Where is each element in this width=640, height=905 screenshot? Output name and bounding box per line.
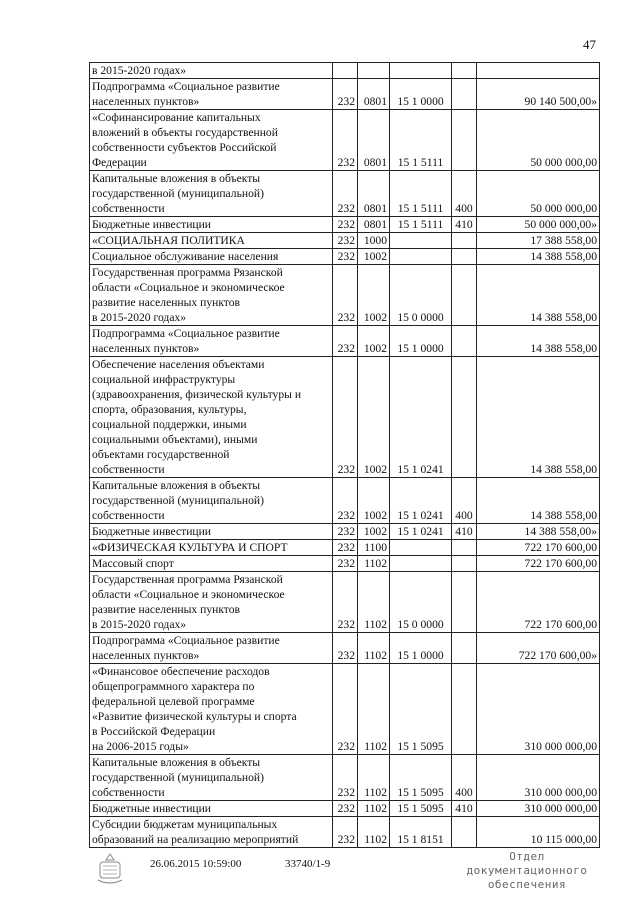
- row-name: Подпрограмма «Социальное развитие населенных пунктов»: [90, 326, 333, 357]
- row-expense-type: 400: [452, 171, 477, 217]
- row-section-code: 1102: [358, 633, 390, 664]
- row-target-article: 15 1 0000: [390, 79, 452, 110]
- row-section-code: [358, 63, 390, 79]
- row-name: Капитальные вложения в объекты государственной (муниципальной) собственности: [90, 755, 333, 801]
- row-amount: 310 000 000,00: [477, 755, 600, 801]
- row-expense-type: [452, 664, 477, 755]
- row-section-code: 1002: [358, 524, 390, 540]
- row-section-code: 1102: [358, 664, 390, 755]
- row-vd-code: 232: [333, 664, 358, 755]
- table-row: [90, 478, 600, 524]
- department-stamp: [452, 850, 602, 892]
- row-vd-code: 232: [333, 540, 358, 556]
- row-name: Бюджетные инвестиции: [90, 801, 333, 817]
- row-target-article: 15 1 0241: [390, 478, 452, 524]
- row-expense-type: [452, 326, 477, 357]
- row-expense-type: [452, 633, 477, 664]
- row-target-article: [390, 540, 452, 556]
- row-target-article: [390, 556, 452, 572]
- row-section-code: 1102: [358, 556, 390, 572]
- row-amount: 50 000 000,00: [477, 110, 600, 171]
- row-target-article: 15 1 0241: [390, 524, 452, 540]
- table-row: [90, 817, 600, 848]
- row-target-article: 15 1 5111: [390, 217, 452, 233]
- row-target-article: 15 1 5095: [390, 664, 452, 755]
- row-expense-type: [452, 357, 477, 478]
- row-section-code: 1002: [358, 326, 390, 357]
- row-name: «ФИЗИЧЕСКАЯ КУЛЬТУРА И СПОРТ: [90, 540, 333, 556]
- row-section-code: 1002: [358, 478, 390, 524]
- table-row: [90, 357, 600, 478]
- table-row: [90, 755, 600, 801]
- row-amount: 722 170 600,00: [477, 540, 600, 556]
- row-amount: 50 000 000,00: [477, 171, 600, 217]
- table-row: [90, 326, 600, 357]
- row-target-article: 15 1 0000: [390, 326, 452, 357]
- row-expense-type: 410: [452, 217, 477, 233]
- row-amount: 14 388 558,00: [477, 249, 600, 265]
- row-target-article: [390, 233, 452, 249]
- row-section-code: 0801: [358, 217, 390, 233]
- table-row: [90, 110, 600, 171]
- table-row: [90, 265, 600, 326]
- table-row: [90, 233, 600, 249]
- row-expense-type: 400: [452, 478, 477, 524]
- row-section-code: 1000: [358, 233, 390, 249]
- row-section-code: 1002: [358, 265, 390, 326]
- stamp-line-2: обеспечения: [487, 878, 567, 891]
- table-row: [90, 633, 600, 664]
- table-row: [90, 540, 600, 556]
- row-amount: 14 388 558,00: [477, 265, 600, 326]
- row-vd-code: 232: [333, 633, 358, 664]
- table-row: [90, 249, 600, 265]
- row-section-code: 1002: [358, 249, 390, 265]
- row-target-article: 15 1 5111: [390, 171, 452, 217]
- row-expense-type: [452, 556, 477, 572]
- table-row: [90, 63, 600, 79]
- row-name: Государственная программа Рязанской области «Социальное и экономическое развитие населенных пунктов в 2015-2020 годах»: [90, 572, 333, 633]
- row-name: Подпрограмма «Социальное развитие населенных пунктов»: [90, 79, 333, 110]
- row-target-article: 15 1 0241: [390, 357, 452, 478]
- row-amount: 722 170 600,00: [477, 556, 600, 572]
- row-name: «Софинансирование капитальных вложений в объекты государственной собственности субъектов Российской Федерации: [90, 110, 333, 171]
- row-section-code: 1102: [358, 817, 390, 848]
- row-amount: 10 115 000,00: [477, 817, 600, 848]
- row-vd-code: 232: [333, 556, 358, 572]
- table-row: [90, 79, 600, 110]
- row-amount: [477, 63, 600, 79]
- row-target-article: 15 1 5095: [390, 755, 452, 801]
- row-amount: 14 388 558,00: [477, 478, 600, 524]
- footer-doc-code: 33740/1-9: [285, 858, 331, 870]
- row-expense-type: [452, 110, 477, 171]
- row-expense-type: [452, 265, 477, 326]
- row-amount: 14 388 558,00: [477, 357, 600, 478]
- row-amount: 14 388 558,00»: [477, 524, 600, 540]
- row-name: Бюджетные инвестиции: [90, 524, 333, 540]
- row-amount: 50 000 000,00»: [477, 217, 600, 233]
- row-name: Государственная программа Рязанской области «Социальное и экономическое развитие населенных пунктов в 2015-2020 годах»: [90, 265, 333, 326]
- row-name: Социальное обслуживание населения: [90, 249, 333, 265]
- footer-datetime: 26.06.2015 10:59:00: [150, 858, 242, 870]
- row-expense-type: [452, 540, 477, 556]
- table-row: [90, 572, 600, 633]
- row-expense-type: [452, 572, 477, 633]
- row-vd-code: 232: [333, 572, 358, 633]
- table-row: [90, 556, 600, 572]
- row-section-code: 0801: [358, 110, 390, 171]
- row-name: в 2015-2020 годах»: [90, 63, 333, 79]
- row-vd-code: 232: [333, 233, 358, 249]
- row-expense-type: 410: [452, 524, 477, 540]
- row-vd-code: 232: [333, 249, 358, 265]
- row-vd-code: 232: [333, 171, 358, 217]
- row-vd-code: 232: [333, 755, 358, 801]
- row-name: Капитальные вложения в объекты государственной (муниципальной) собственности: [90, 478, 333, 524]
- row-target-article: 15 1 8151: [390, 817, 452, 848]
- row-section-code: 0801: [358, 171, 390, 217]
- row-section-code: 1100: [358, 540, 390, 556]
- table-row: [90, 171, 600, 217]
- row-section-code: 1102: [358, 801, 390, 817]
- row-name: Подпрограмма «Социальное развитие населенных пунктов»: [90, 633, 333, 664]
- row-name: «СОЦИАЛЬНАЯ ПОЛИТИКА: [90, 233, 333, 249]
- row-section-code: 1002: [358, 357, 390, 478]
- row-name: «Финансовое обеспечение расходов общепрограммного характера по федеральной целевой программе «Развитие физической культуры и спорта в Российской Федерации на 2006-2015 годы»: [90, 664, 333, 755]
- row-amount: 90 140 500,00»: [477, 79, 600, 110]
- row-expense-type: 400: [452, 755, 477, 801]
- row-expense-type: [452, 817, 477, 848]
- row-vd-code: 232: [333, 265, 358, 326]
- budget-table: [89, 62, 600, 848]
- row-amount: 722 170 600,00: [477, 572, 600, 633]
- emblem-icon: [96, 852, 124, 886]
- row-amount: 310 000 000,00: [477, 801, 600, 817]
- row-amount: 17 388 558,00: [477, 233, 600, 249]
- row-section-code: 1102: [358, 755, 390, 801]
- row-expense-type: [452, 63, 477, 79]
- row-vd-code: 232: [333, 217, 358, 233]
- table-row: [90, 801, 600, 817]
- row-name: Обеспечение населения объектами социальной инфраструктуры (здравоохранения, физической культуры и спорта, образования, культуры, социальной поддержки, иными социальными объектами), иными объектами государственной собственности: [90, 357, 333, 478]
- row-vd-code: 232: [333, 524, 358, 540]
- row-target-article: 15 1 5095: [390, 801, 452, 817]
- row-target-article: 15 0 0000: [390, 265, 452, 326]
- row-vd-code: 232: [333, 801, 358, 817]
- row-expense-type: 410: [452, 801, 477, 817]
- row-amount: 310 000 000,00: [477, 664, 600, 755]
- row-amount: 14 388 558,00: [477, 326, 600, 357]
- page-number: 47: [583, 37, 596, 52]
- row-name: Субсидии бюджетам муниципальных образований на реализацию мероприятий: [90, 817, 333, 848]
- row-vd-code: 232: [333, 326, 358, 357]
- row-section-code: 1102: [358, 572, 390, 633]
- row-target-article: [390, 63, 452, 79]
- row-name: Массовый спорт: [90, 556, 333, 572]
- row-expense-type: [452, 79, 477, 110]
- row-vd-code: 232: [333, 110, 358, 171]
- row-target-article: 15 1 0000: [390, 633, 452, 664]
- row-section-code: 0801: [358, 79, 390, 110]
- row-amount: 722 170 600,00»: [477, 633, 600, 664]
- row-name: Капитальные вложения в объекты государственной (муниципальной) собственности: [90, 171, 333, 217]
- row-target-article: 15 1 5111: [390, 110, 452, 171]
- row-vd-code: 232: [333, 79, 358, 110]
- table-row: [90, 217, 600, 233]
- row-vd-code: [333, 63, 358, 79]
- row-target-article: 15 0 0000: [390, 572, 452, 633]
- row-name: Бюджетные инвестиции: [90, 217, 333, 233]
- table-row: [90, 524, 600, 540]
- row-vd-code: 232: [333, 817, 358, 848]
- row-vd-code: 232: [333, 478, 358, 524]
- row-target-article: [390, 249, 452, 265]
- row-vd-code: 232: [333, 357, 358, 478]
- stamp-line-1: Отдел документационного: [466, 850, 588, 877]
- row-expense-type: [452, 233, 477, 249]
- row-expense-type: [452, 249, 477, 265]
- table-row: [90, 664, 600, 755]
